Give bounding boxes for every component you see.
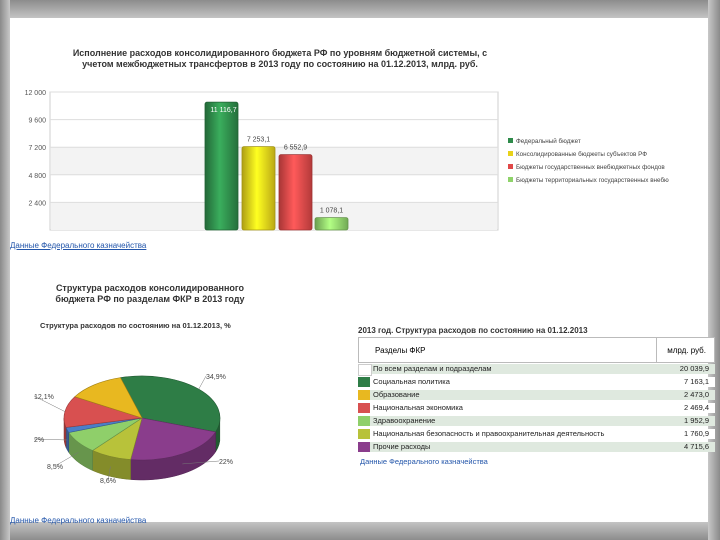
pie-value-label: 12,1% <box>34 394 54 401</box>
row-label: Национальная экономика <box>373 403 463 412</box>
legend-label: Консолидированные бюджеты субъектов РФ <box>516 151 648 158</box>
y-tick-label: 12 000 <box>24 90 46 97</box>
legend-label: Бюджеты территориальных государственных внебю <box>516 177 669 184</box>
table-row <box>358 442 715 452</box>
row-value: 2 469,4 <box>683 403 709 412</box>
bar-value-label: 1 078,1 <box>319 207 344 215</box>
bar-chart <box>25 90 669 230</box>
pie-leader-line <box>199 376 206 389</box>
row-label: По всем разделам и подразделам <box>373 364 492 373</box>
bar-chart-title: Исполнение расходов консолидированного бюджета РФ по уровням бюджетной системы, с учетом межбюджетных трансфертов в 2013 году по состоянию на 01.12.2013, млрд. руб. <box>72 48 488 69</box>
pie-chart <box>34 374 233 485</box>
row-color-swatch <box>358 377 370 387</box>
row-value: 7 163,1 <box>683 377 709 386</box>
table-header <box>358 337 715 363</box>
bar-value-label: 7 253,1 <box>246 136 271 144</box>
table-header-section: Разделы ФКР <box>375 346 426 355</box>
table-header-unit: млрд. руб. <box>667 346 706 355</box>
row-color-swatch <box>358 442 370 452</box>
y-tick-label: 7 200 <box>28 145 46 153</box>
row-color-swatch <box>358 416 370 426</box>
bar-value-label: 6 552,9 <box>283 144 308 152</box>
row-label: Прочие расходы <box>373 442 431 451</box>
legend-swatch <box>508 151 513 156</box>
y-tick-label: 4 800 <box>28 172 46 180</box>
source-link-pie[interactable]: Данные Федерального казначейства <box>10 516 147 525</box>
row-color-swatch <box>358 364 372 376</box>
row-color-swatch <box>358 390 370 400</box>
y-tick-label: 9 600 <box>28 117 46 125</box>
table-title: 2013 год. Структура расходов по состоянию на 01.12.2013 <box>358 326 588 335</box>
pie-value-label: 8,5% <box>47 464 63 471</box>
row-value: 1 760,9 <box>683 429 709 438</box>
row-value: 1 952,9 <box>683 416 709 425</box>
pie-chart-title: Структура расходов консолидированного бюджета РФ по разделам ФКР в 2013 году <box>55 283 245 304</box>
table-row <box>358 377 715 387</box>
row-value: 20 039,9 <box>679 364 709 373</box>
legend-label: Федеральный бюджет <box>516 138 581 145</box>
row-color-swatch <box>358 403 370 413</box>
legend-label: Бюджеты государственных внебюджетных фондов <box>516 164 665 171</box>
table-row <box>358 429 715 439</box>
bar-value-label: 11 116,7 <box>210 107 237 115</box>
pie-value-label: 22% <box>219 459 234 466</box>
legend-swatch <box>508 164 513 169</box>
source-link-table[interactable]: Данные Федерального казначейства <box>360 457 488 466</box>
bar-2 <box>279 155 312 230</box>
row-value: 2 473,0 <box>683 390 709 399</box>
source-link-bar[interactable]: Данные Федерального казначейства <box>10 241 147 250</box>
bar-0 <box>205 102 238 230</box>
row-label: Национальная безопасность и правоохранительная деятельность <box>373 429 605 438</box>
bar-3 <box>315 218 348 230</box>
y-tick-label: 2 400 <box>28 200 46 208</box>
row-label: Социальная политика <box>373 377 450 386</box>
table-row <box>358 416 715 426</box>
row-label: Образование <box>373 390 420 399</box>
pie-value-label: 8,6% <box>100 478 116 485</box>
table-row <box>358 403 715 413</box>
pie-chart-subtitle: Структура расходов по состоянию на 01.12.2013, % <box>40 321 231 330</box>
table-header-divider <box>656 338 657 362</box>
table-row <box>358 390 715 400</box>
pie-value-label: 2% <box>34 437 45 444</box>
row-label: Здравоохранение <box>373 416 436 425</box>
pie-value-label: 34,9% <box>206 374 226 381</box>
legend-swatch <box>508 177 513 182</box>
table-row <box>358 364 715 374</box>
legend-swatch <box>508 138 513 143</box>
bar-1 <box>242 147 275 230</box>
row-color-swatch <box>358 429 370 439</box>
row-value: 4 715,6 <box>683 442 709 451</box>
